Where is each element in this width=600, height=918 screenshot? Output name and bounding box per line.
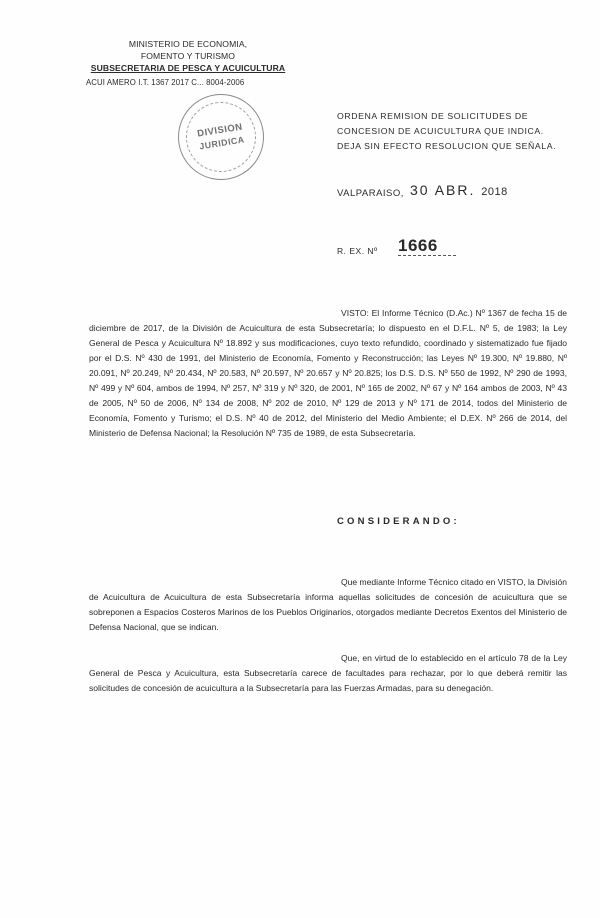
- stamp-text-line-2: JURIDICA: [198, 134, 246, 152]
- resolution-subject: ORDENA REMISION DE SOLICITUDES DE CONCESION DE ACUICULTURA QUE INDICA. DEJA SIN EFECTO RESOLUCION QUE SEÑALA.: [337, 111, 557, 151]
- considerando-paragraph-1: [89, 575, 567, 635]
- resolution-number: 1666: [398, 236, 438, 255]
- stamp-text-line-1: DIVISION: [196, 121, 244, 140]
- visto-paragraph: [89, 306, 567, 441]
- file-reference: ACUI AMERO I.T. 1367 2017 C... 8004-2006: [86, 78, 245, 87]
- letterhead: [86, 38, 288, 87]
- place: VALPARAISO,: [337, 188, 404, 199]
- resolution-label: R. EX. Nº: [337, 246, 378, 256]
- resolution-number-underline: [398, 255, 456, 256]
- ministry-line-1: MINISTERIO DE ECONOMIA,: [128, 39, 248, 49]
- considerando-paragraph-2: [89, 651, 567, 696]
- division-juridica-stamp: [172, 88, 270, 186]
- subsecretaria-name: SUBSECRETARIA DE PESCA Y ACUICULTURA: [90, 63, 286, 73]
- ministry-line-2: FOMENTO Y TURISMO: [140, 51, 236, 61]
- considerando-text-1: Que mediante Informe Técnico citado en VISTO, la División de Acuicultura de Acuicultura de esta Subsecretaría informa aquellas solicitudes de concesión de acuicultura que se sobreponen a Espacios Costeros Marinos de los Pueblos Originarios, otorgados mediante Decretos Exentos del Ministerio de Defensa Nacional, que se indican.: [89, 577, 567, 632]
- visto-text: VISTO: El Informe Técnico (D.Ac.) Nº 1367 de fecha 15 de diciembre de 2017, de la División de Acuicultura de esta Subsecretaría; lo dispuesto en el D.F.L. Nº 5, de 1983; la Ley General de Pesca y Acuicultura Nº 18.892 y sus modificaciones, cuyo texto refundido, coordinado y sistematizado fue fijado por el D.S. Nº 430 de 1991, del Ministerio de Economía, Fomento y Reconstrucción; las Leyes Nº 19.300, Nº 19.880, Nº 20.091, Nº 20.249, Nº 20.434, Nº 20.583, Nº 20.597, Nº 20.657 y Nº 20.825; los D.S. D.S. Nº 550 de 1992, Nº 290 de 1993, Nº 499 y Nº 604, ambos de 1994, Nº 257, Nº 319 y Nº 320, de 2001, Nº 165 de 2002, Nº 67 y Nº 164 ambos de 2003, Nº 43 de 2005, Nº 50 de 2006, Nº 134 de 2008, Nº 202 de 2010, Nº 129 de 2013 y Nº 171 de 2014, todos del Ministerio de Economía, Fomento y Turismo; el D.S. Nº 40 de 2012, del Ministerio del Medio Ambiente; el D.EX. Nº 266 de 2014, del Ministerio de Defensa Nacional; la Resolución Nº 735 de 1989, de esta Subsecretaría.: [89, 308, 567, 438]
- date-stamp: [410, 182, 508, 198]
- date-day-month: 30 ABR.: [410, 182, 476, 198]
- date-year: 2018: [481, 186, 508, 198]
- considerando-text-2: Que, en virtud de lo establecido en el artículo 78 de la Ley General de Pesca y Acuicultura, esta Subsecretaría carece de facultades para rechazar, por lo que deberá remitir las solicitudes de concesión de acuicultura a la Subsecretaría para las Fuerzas Armadas, para su denegación.: [89, 653, 567, 693]
- considerando-heading: CONSIDERANDO:: [337, 516, 460, 527]
